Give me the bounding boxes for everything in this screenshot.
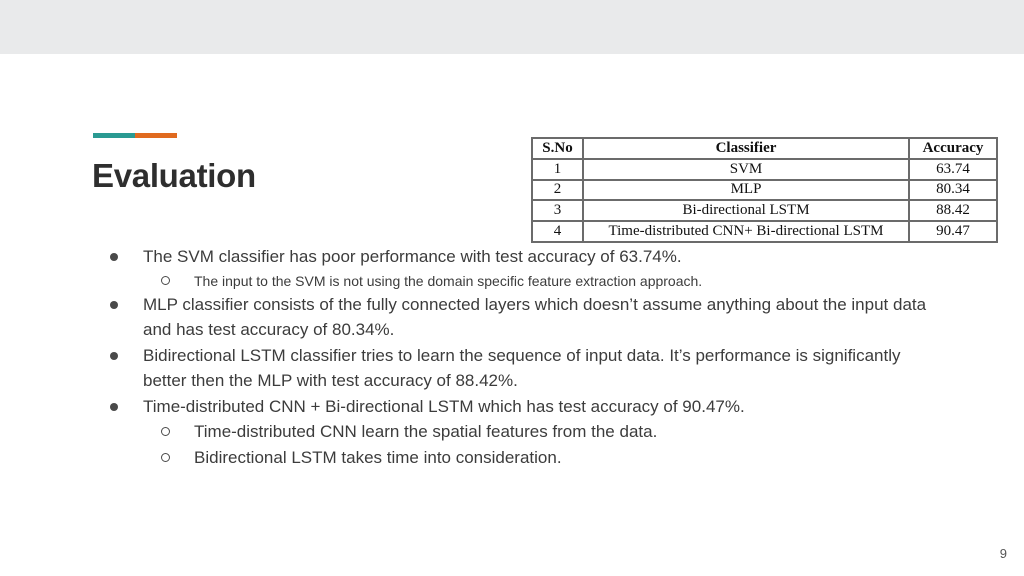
bullet-text: Bidirectional LSTM classifier tries to learn the sequence of input data. It’s performance is significantly better then the MLP with test accuracy of 88.42%.	[143, 345, 901, 390]
cell-accuracy: 90.47	[909, 221, 997, 242]
bullet-ring-icon	[161, 427, 170, 436]
cell-sno: 4	[532, 221, 583, 242]
sub-bullet-item	[108, 270, 928, 292]
title-accent-orange	[135, 133, 177, 138]
bullet-item	[108, 343, 928, 394]
bullet-dot-icon	[110, 403, 118, 411]
bullet-text: Time-distributed CNN + Bi-directional LSTM which has test accuracy of 90.47%.	[143, 396, 745, 416]
bullet-dot-icon	[110, 301, 118, 309]
cell-accuracy: 88.42	[909, 200, 997, 221]
page-number: 9	[999, 546, 1007, 561]
bullet-list	[108, 244, 928, 470]
header-sno: S.No	[532, 138, 583, 159]
table-row	[532, 200, 997, 221]
header-classifier: Classifier	[583, 138, 909, 159]
table-row	[532, 180, 997, 201]
bullet-text: The input to the SVM is not using the domain specific feature extraction approach.	[194, 272, 703, 289]
cell-accuracy: 63.74	[909, 159, 997, 180]
table-row	[532, 159, 997, 180]
bullet-dot-icon	[110, 253, 118, 261]
cell-classifier: Bi-directional LSTM	[583, 200, 909, 221]
cell-classifier: Time-distributed CNN+ Bi-directional LSTM	[583, 221, 909, 242]
bullet-item	[108, 292, 928, 343]
sub-bullet-item	[108, 419, 928, 445]
table-header-row	[532, 138, 997, 159]
bullet-text: Time-distributed CNN learn the spatial features from the data.	[194, 422, 658, 441]
bullet-ring-icon	[161, 276, 170, 285]
bullet-item	[108, 394, 928, 420]
bullet-dot-icon	[110, 352, 118, 360]
bullet-text: MLP classifier consists of the fully connected layers which doesn’t assume anything about the input data and has test accuracy of 80.34%.	[143, 294, 927, 339]
cell-classifier: MLP	[583, 180, 909, 201]
bullet-ring-icon	[161, 453, 170, 462]
results-table	[531, 137, 998, 243]
cell-classifier: SVM	[583, 159, 909, 180]
bullet-text: The SVM classifier has poor performance with test accuracy of 63.74%.	[143, 247, 682, 266]
header-accuracy: Accuracy	[909, 138, 997, 159]
cell-sno: 3	[532, 200, 583, 221]
table-row	[532, 221, 997, 242]
cell-sno: 2	[532, 180, 583, 201]
cell-accuracy: 80.34	[909, 180, 997, 201]
cell-sno: 1	[532, 159, 583, 180]
bullet-text: Bidirectional LSTM takes time into consideration.	[194, 447, 562, 467]
slide-title: Evaluation	[92, 157, 256, 194]
sub-bullet-item	[108, 445, 928, 471]
top-bar	[0, 0, 1024, 54]
title-accent-teal	[93, 133, 135, 138]
bullet-item	[108, 244, 928, 270]
